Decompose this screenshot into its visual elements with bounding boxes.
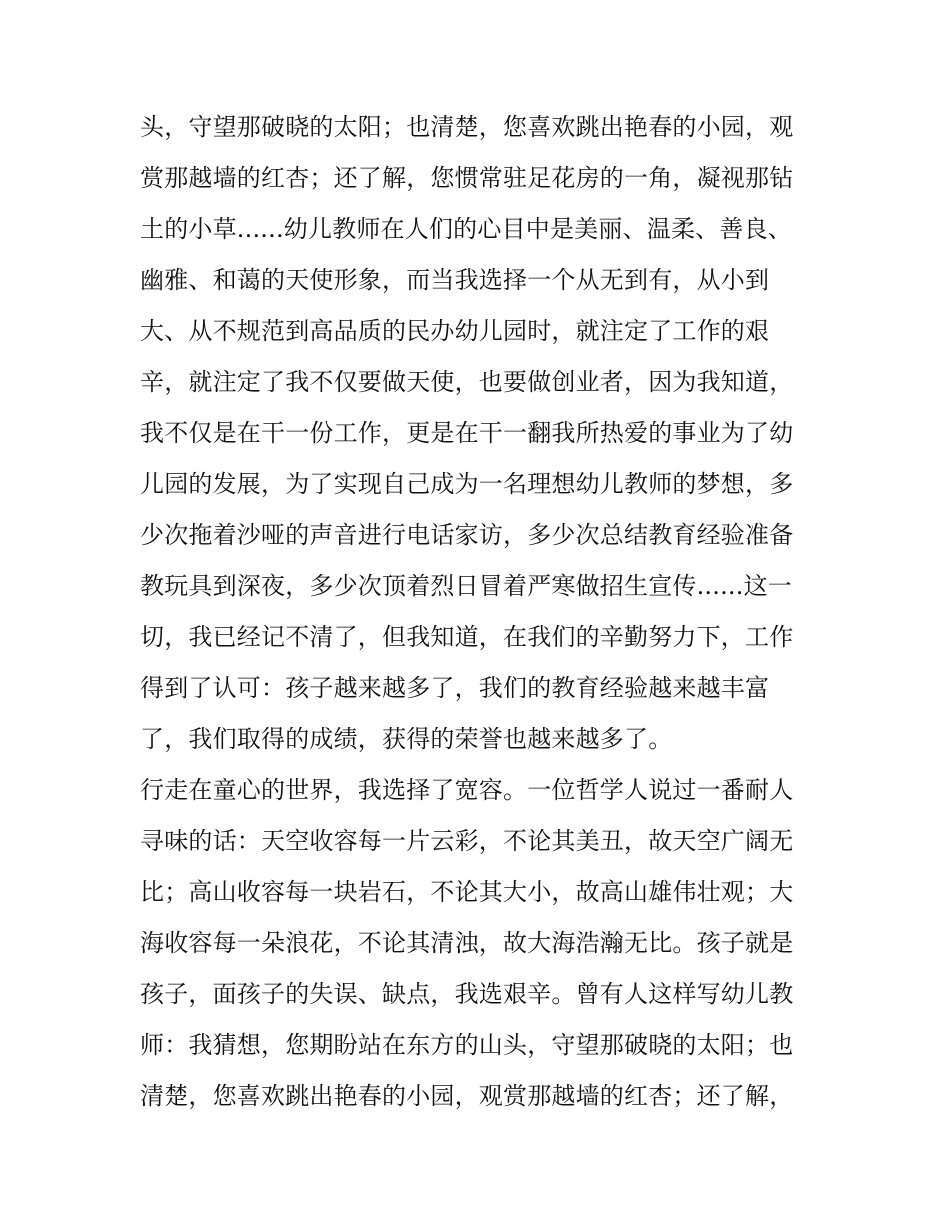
text-line: 幽雅、和蔼的天使形象，而当我选择一个从无到有，从小到 — [140, 266, 770, 294]
text-line: 清楚，您喜欢跳出艳春的小园，观赏那越墙的红杏；还了解， — [140, 1082, 794, 1110]
text-line: 了，我们取得的成绩，获得的荣誉也越来越多了。 — [140, 725, 673, 753]
text-line: 少次拖着沙哑的声音进行电话家访，多少次总结教育经验准备 — [140, 521, 794, 549]
text-line: 比；高山收容每一块岩石，不论其大小，故高山雄伟壮观；大 — [140, 878, 794, 906]
text-line: 大、从不规范到高品质的民办幼儿园时，就注定了工作的艰 — [140, 317, 770, 345]
text-line: 我不仅是在干一份工作，更是在干一翻我所热爱的事业为了幼 — [140, 419, 794, 447]
text-line: 辛，就注定了我不仅要做天使，也要做创业者，因为我知道， — [140, 368, 794, 396]
text-line: 教玩具到深夜，多少次顶着烈日冒着严寒做招生宣传......这一 — [140, 572, 792, 600]
text-line: 寻味的话：天空收容每一片云彩，不论其美丑，故天空广阔无 — [140, 827, 794, 855]
text-line: 行走在童心的世界，我选择了宽容。一位哲学人说过一番耐人 — [140, 776, 794, 804]
text-line: 海收容每一朵浪花，不论其清浊，故大海浩瀚无比。孩子就是 — [140, 929, 794, 957]
text-line: 儿园的发展，为了实现自己成为一名理想幼儿教师的梦想，多 — [140, 470, 794, 498]
text-line: 头，守望那破晓的太阳；也清楚，您喜欢跳出艳春的小园，观 — [140, 113, 794, 141]
text-line: 师：我猜想，您期盼站在东方的山头，守望那破晓的太阳；也 — [140, 1031, 794, 1059]
body-text — [140, 102, 820, 1122]
text-line: 得到了认可：孩子越来越多了，我们的教育经验越来越丰富 — [140, 674, 770, 702]
text-line: 孩子，面孩子的失误、缺点，我选艰辛。曾有人这样写幼儿教 — [140, 980, 794, 1008]
text-line: 切，我已经记不清了，但我知道，在我们的辛勤努力下，工作 — [140, 623, 794, 651]
text-line: 土的小草......幼儿教师在人们的心目中是美丽、温柔、善良、 — [140, 215, 792, 243]
text-line: 赏那越墙的红杏；还了解，您惯常驻足花房的一角，凝视那钻 — [140, 164, 794, 192]
